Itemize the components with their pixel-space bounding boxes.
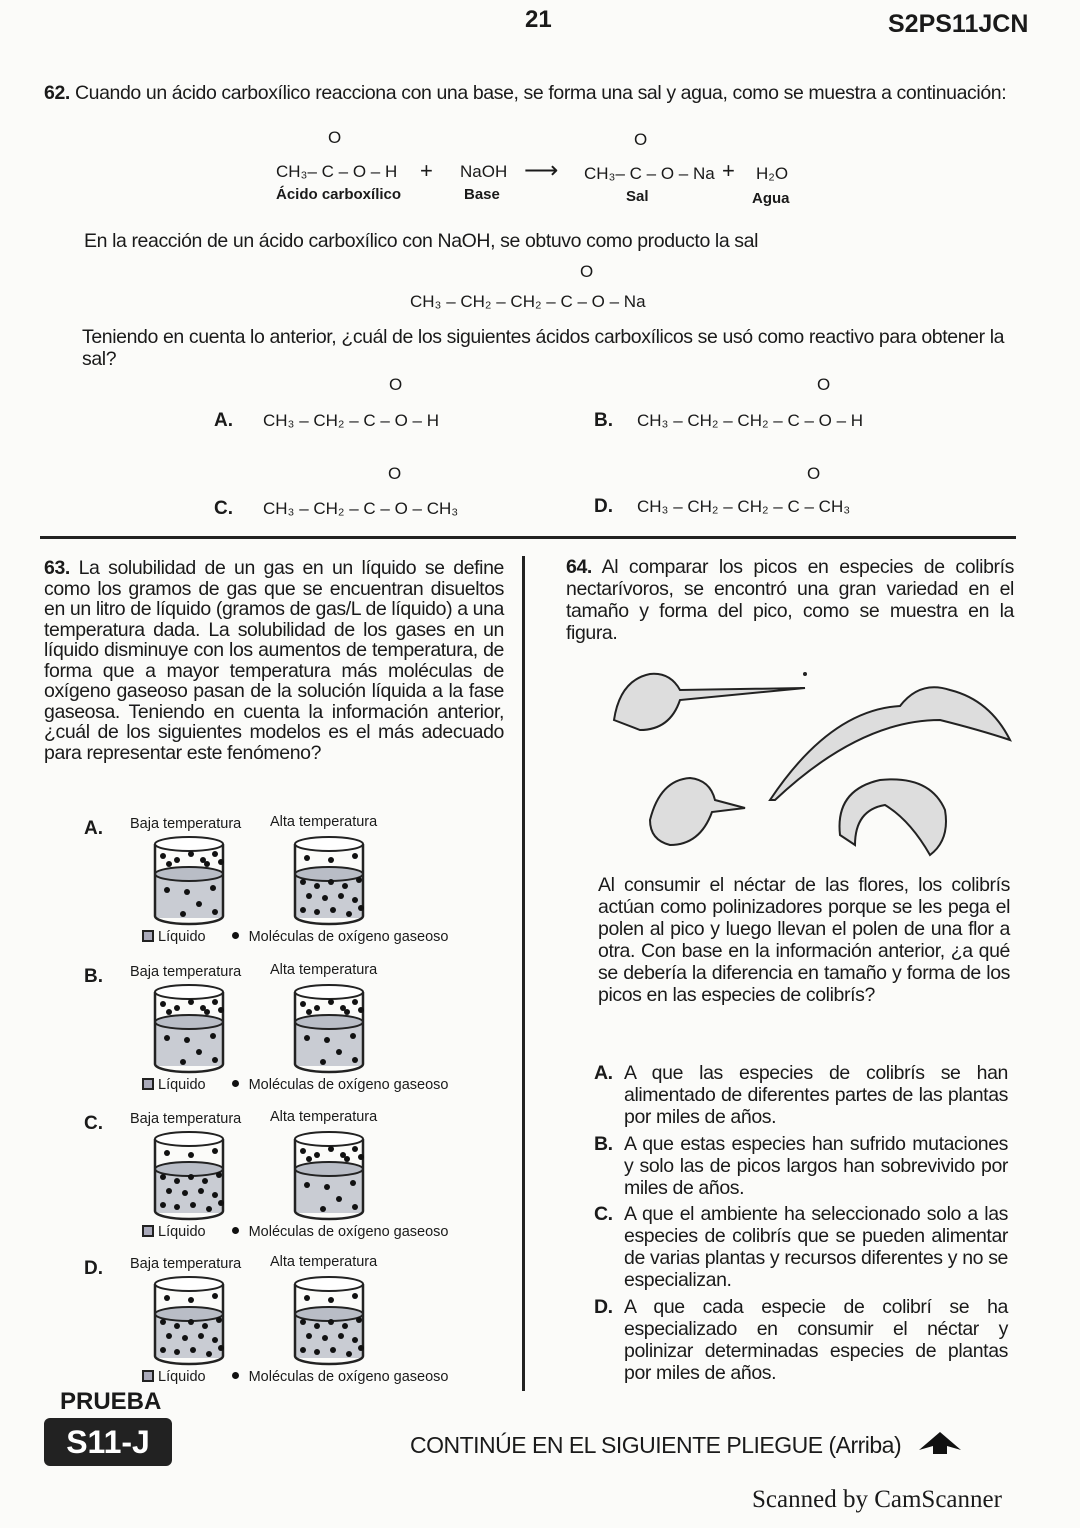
arrow-up-icon <box>917 1430 963 1456</box>
q63-body: La solubilidad de un gas en un líquido se define como los gramos de gas que se encuentran disueltos en un litro de líquido (gramos de gas/L de líquido) a una temperatura dada. La solubilidad de los gases en un líquido disminuye con los aumentos de temperatura, de forma que a mayor temperatura más moléculas de oxígeno gaseoso pasan de la solución líquida a la fase gaseosa. Teniendo en cuenta la información anterior, ¿cuál de los siguientes modelos es el más adecuado para representar este fenómeno? <box>44 557 504 764</box>
oxygen-molecule <box>188 999 194 1005</box>
oxygen-molecule <box>180 911 186 917</box>
oxygen-molecule <box>328 1319 334 1325</box>
option-text: A que las especies de colibrís se han alimentado de diferentes partes de las plantas por miles de años. <box>624 1062 1008 1128</box>
option-letter: A. <box>84 818 103 839</box>
reactant-base: NaOH <box>460 162 508 181</box>
high-temp-label: Alta temperatura <box>270 962 378 978</box>
oxygen-molecule <box>346 911 352 917</box>
oxygen-molecule <box>202 1178 208 1184</box>
page-number: 21 <box>525 6 552 33</box>
q63-option-c[interactable] <box>84 1111 504 1251</box>
legend: Líquido Moléculas de oxígeno gaseoso <box>142 929 449 945</box>
oxygen-molecule <box>174 1349 180 1355</box>
q64-number: 64. <box>566 556 592 578</box>
oxygen-molecule <box>202 1323 208 1329</box>
molecule-dot-icon <box>232 1080 239 1087</box>
column-divider <box>522 556 525 1391</box>
oxygen-molecule <box>160 1202 166 1208</box>
low-temp-label: Baja temperatura <box>130 816 242 832</box>
oxygen-molecule <box>328 999 334 1005</box>
oxygen-molecule <box>344 1156 350 1162</box>
beaker-low-temp <box>152 1274 226 1371</box>
option-letter: D. <box>594 1296 613 1318</box>
oxygen-molecule <box>328 879 334 885</box>
liquid-swatch-icon <box>142 930 154 942</box>
oxygen-molecule <box>352 999 358 1005</box>
oxygen-molecule <box>196 1049 202 1055</box>
oxygen-molecule <box>188 1174 194 1180</box>
molecule-dot-icon <box>232 932 239 939</box>
oxygen-molecule <box>342 1323 348 1329</box>
plus-sign: + <box>722 158 735 183</box>
molecule-dot-icon <box>232 1372 239 1379</box>
hummingbird-beaks-figure <box>600 660 1020 870</box>
beaker-high-temp <box>292 1129 366 1226</box>
oxygen-molecule <box>328 857 334 863</box>
q64-option-c[interactable] <box>594 1203 1008 1291</box>
option-text: A que el ambiente ha seleccionado solo a las especies de colibrís que se pueden alimentar de varias plantas y recursos diferentes y no se especializan. <box>624 1203 1008 1291</box>
legend: Líquido Moléculas de oxígeno gaseoso <box>142 1077 449 1093</box>
oxygen-atom: O <box>634 130 648 149</box>
q64-text <box>566 556 1014 644</box>
oxygen-molecule <box>314 909 320 915</box>
oxygen-molecule <box>198 1333 204 1339</box>
oxygen-molecule <box>188 1152 194 1158</box>
liquid-swatch-icon <box>142 1370 154 1382</box>
liquid-swatch-icon <box>142 1225 154 1237</box>
beaker-high-temp <box>292 982 366 1079</box>
oxygen-molecule <box>160 853 166 859</box>
oxygen-molecule <box>174 1323 180 1329</box>
oxygen-molecule <box>352 1057 358 1063</box>
oxygen-molecule <box>218 1007 224 1013</box>
oxygen-molecule <box>352 1204 358 1210</box>
oxygen-molecule <box>304 1035 310 1041</box>
arrow-icon: ⟶ <box>524 157 559 184</box>
salt-formula: CH₃ – CH₂ – CH₂ – C – O – Na <box>410 292 646 311</box>
oxygen-molecule <box>166 1188 172 1194</box>
plus-sign: + <box>420 158 433 183</box>
continue-text: CONTINÚE EN EL SIGUIENTE PLIEGUE (Arriba) <box>410 1432 902 1458</box>
oxygen-molecule <box>324 1037 330 1043</box>
oxygen-molecule <box>304 1295 310 1301</box>
oxygen-molecule <box>300 1347 306 1353</box>
oxygen-molecule <box>196 901 202 907</box>
oxygen-molecule <box>174 1178 180 1184</box>
oxygen-atom: O <box>388 464 402 483</box>
oxygen-molecule <box>212 999 218 1005</box>
oxygen-atom: O <box>580 262 594 281</box>
oxygen-molecule <box>300 1001 306 1007</box>
q63-option-b[interactable] <box>84 964 504 1104</box>
prueba-label: PRUEBA <box>60 1388 162 1415</box>
oxygen-molecule <box>314 1152 320 1158</box>
oxygen-molecule <box>206 1351 212 1357</box>
oxygen-molecule <box>160 1347 166 1353</box>
q62-intro-text: Cuando un ácido carboxílico reacciona con una base, se forma una sal y agua, como se muestra a continuación: <box>74 82 1007 104</box>
q62-question: Teniendo en cuenta lo anterior, ¿cuál de los siguientes ácidos carboxílicos se usó como reactivo para obtener la sal? <box>82 326 1005 370</box>
legend: Líquido Moléculas de oxígeno gaseoso <box>142 1369 449 1385</box>
option-text: A que cada especie de colibrí se ha especializado en consumir el néctar y polinizar determinadas especies de plantas por miles de años. <box>624 1296 1008 1384</box>
option-letter: C. <box>84 1113 103 1134</box>
q63-text <box>44 558 504 763</box>
oxygen-molecule <box>212 1337 218 1343</box>
oxygen-molecule <box>336 1196 342 1202</box>
oxygen-molecule <box>356 877 362 883</box>
oxygen-molecule <box>306 1156 312 1162</box>
oxygen-atom: O <box>807 464 821 483</box>
label-water: Agua <box>752 190 790 207</box>
oxygen-molecule <box>210 1033 216 1039</box>
q64-option-b[interactable] <box>594 1133 1008 1199</box>
section-divider <box>40 536 1016 539</box>
oxygen-molecule <box>212 1148 218 1154</box>
oxygen-molecule <box>300 879 306 885</box>
oxygen-molecule <box>212 851 218 857</box>
option-letter: C. <box>594 1203 613 1225</box>
oxygen-molecule <box>352 897 358 903</box>
option-letter: D. <box>84 1258 103 1279</box>
oxygen-molecule <box>300 1148 306 1154</box>
oxygen-molecule <box>314 1349 320 1355</box>
oxygen-atom: O <box>328 128 342 147</box>
oxygen-molecule <box>306 1009 312 1015</box>
beaker-low-temp <box>152 834 226 931</box>
option-letter: B. <box>84 966 103 987</box>
oxygen-molecule <box>314 883 320 889</box>
oxygen-molecule <box>304 855 310 861</box>
low-temp-label: Baja temperatura <box>130 964 242 980</box>
oxygen-molecule <box>322 895 328 901</box>
oxygen-molecule <box>164 1150 170 1156</box>
oxygen-molecule <box>212 1192 218 1198</box>
q62-option-a[interactable]: A. CH₃ – CH₂ – C – O – H <box>214 410 440 431</box>
continue-note <box>410 1430 963 1459</box>
oxygen-molecule <box>314 1005 320 1011</box>
oxygen-molecule <box>174 1005 180 1011</box>
oxygen-molecule <box>346 1351 352 1357</box>
label-acid: Ácido carboxílico <box>276 186 402 203</box>
oxygen-molecule <box>204 861 210 867</box>
oxygen-molecule <box>166 861 172 867</box>
exam-code: S2PS11JCN <box>888 10 1029 38</box>
oxygen-molecule <box>356 1317 362 1323</box>
oxygen-molecule <box>188 851 194 857</box>
oxygen-molecule <box>160 1001 166 1007</box>
oxygen-molecule <box>336 1049 342 1055</box>
q63-option-d[interactable] <box>84 1256 504 1396</box>
low-temp-label: Baja temperatura <box>130 1111 242 1127</box>
oxygen-molecule <box>358 1007 364 1013</box>
q62-option-d[interactable]: D. CH₃ – CH₂ – CH₂ – C – CH₃ <box>594 496 851 517</box>
option-letter: A. <box>594 1062 613 1084</box>
oxygen-molecule <box>330 907 336 913</box>
oxygen-molecule <box>164 1295 170 1301</box>
high-temp-label: Alta temperatura <box>270 814 378 830</box>
oxygen-molecule <box>190 1347 196 1353</box>
q63-option-a[interactable] <box>84 816 504 956</box>
oxygen-molecule <box>322 1335 328 1341</box>
product-water: H₂O <box>756 164 789 183</box>
oxygen-molecule <box>358 1154 364 1160</box>
oxygen-molecule <box>306 1333 312 1339</box>
q64-option-a[interactable] <box>594 1062 1008 1128</box>
oxygen-molecule <box>358 905 364 911</box>
oxygen-molecule <box>204 1009 210 1015</box>
option-letter: B. <box>594 1133 613 1155</box>
low-temp-label: Baja temperatura <box>130 1256 242 1272</box>
molecule-dot-icon <box>232 1227 239 1234</box>
oxygen-molecule <box>344 1009 350 1015</box>
oxygen-molecule <box>190 1202 196 1208</box>
oxygen-molecule <box>328 1297 334 1303</box>
oxygen-molecule <box>330 1347 336 1353</box>
oxygen-molecule <box>314 1323 320 1329</box>
q62-reaction <box>276 128 816 212</box>
label-base: Base <box>464 186 500 203</box>
oxygen-molecule <box>212 1293 218 1299</box>
high-temp-label: Alta temperatura <box>270 1109 378 1125</box>
oxygen-molecule <box>180 1059 186 1065</box>
oxygen-molecule <box>352 1146 358 1152</box>
q64-option-d[interactable] <box>594 1296 1008 1384</box>
oxygen-molecule <box>174 857 180 863</box>
oxygen-molecule <box>164 887 170 893</box>
beaker-high-temp <box>292 834 366 931</box>
oxygen-molecule <box>212 1057 218 1063</box>
oxygen-molecule <box>212 909 218 915</box>
oxygen-molecule <box>188 1297 194 1303</box>
oxygen-molecule <box>304 1182 310 1188</box>
option-text: A que estas especies han sufrido mutaciones y solo las de picos largos han sobrevivido por miles de años. <box>624 1133 1008 1199</box>
q64-body: Al comparar los picos en especies de colibrís nectarívoros, se encontró una gran variedad en el tamaño y forma del pico, como se muestra en la figura. <box>566 556 1014 644</box>
product-salt: CH₃– C – O – Na <box>584 164 715 183</box>
oxygen-molecule <box>342 883 348 889</box>
oxygen-molecule <box>218 1345 224 1351</box>
oxygen-molecule <box>350 1033 356 1039</box>
oxygen-molecule <box>166 1009 172 1015</box>
oxygen-molecule <box>216 1317 222 1323</box>
test-badge: S11-J <box>44 1418 172 1466</box>
beaker-high-temp <box>292 1274 366 1371</box>
oxygen-molecule <box>300 1319 306 1325</box>
beaker-low-temp <box>152 1129 226 1226</box>
oxygen-molecule <box>160 1174 166 1180</box>
oxygen-molecule <box>350 1180 356 1186</box>
oxygen-molecule <box>352 1293 358 1299</box>
q62-intro <box>44 82 1024 104</box>
reactant-acid: CH₃– C – O – H <box>276 162 398 181</box>
oxygen-molecule <box>338 893 344 899</box>
oxygen-molecule <box>352 853 358 859</box>
oxygen-atom: O <box>817 375 831 394</box>
oxygen-molecule <box>358 1345 364 1351</box>
oxygen-molecule <box>320 1059 326 1065</box>
liquid-swatch-icon <box>142 1078 154 1090</box>
q64-text2: Al consumir el néctar de las flores, los colibrís actúan como polinizadores porque se les pega el polen al pico y luego llevan el polen de una flor a otra. Con base en la información anterior, ¿a qué se debería la diferencia en tamaño y forma de los picos en las especies de colibrís? <box>598 874 1010 1006</box>
oxygen-molecule <box>218 859 224 865</box>
oxygen-atom: O <box>389 375 403 394</box>
oxygen-molecule <box>182 1335 188 1341</box>
q62-option-c[interactable]: C. CH₃ – CH₂ – C – O – CH₃ <box>214 498 459 519</box>
label-salt: Sal <box>626 188 649 205</box>
oxygen-molecule <box>184 889 190 895</box>
oxygen-molecule <box>328 1146 334 1152</box>
oxygen-molecule <box>182 1190 188 1196</box>
q62-text2: En la reacción de un ácido carboxílico con NaOH, se obtuvo como producto la sal <box>84 230 759 252</box>
oxygen-molecule <box>352 1337 358 1343</box>
oxygen-molecule <box>164 1035 170 1041</box>
high-temp-label: Alta temperatura <box>270 1254 378 1270</box>
oxygen-molecule <box>320 1206 326 1212</box>
q62-option-b[interactable]: B. CH₃ – CH₂ – CH₂ – C – O – H <box>594 410 864 431</box>
scanner-watermark: Scanned by CamScanner <box>752 1486 1002 1513</box>
oxygen-molecule <box>206 1206 212 1212</box>
oxygen-molecule <box>166 1333 172 1339</box>
oxygen-molecule <box>160 1319 166 1325</box>
q62-number: 62. <box>44 82 70 104</box>
q63-number: 63. <box>44 557 70 579</box>
oxygen-molecule <box>184 1037 190 1043</box>
oxygen-molecule <box>198 1188 204 1194</box>
oxygen-molecule <box>218 1200 224 1206</box>
oxygen-molecule <box>300 907 306 913</box>
oxygen-molecule <box>210 885 216 891</box>
oxygen-molecule <box>174 1204 180 1210</box>
oxygen-molecule <box>338 1333 344 1339</box>
oxygen-molecule <box>188 1319 194 1325</box>
oxygen-molecule <box>306 893 312 899</box>
beaker-low-temp <box>152 982 226 1079</box>
legend: Líquido Moléculas de oxígeno gaseoso <box>142 1224 449 1240</box>
oxygen-molecule <box>216 1172 222 1178</box>
oxygen-molecule <box>324 1184 330 1190</box>
